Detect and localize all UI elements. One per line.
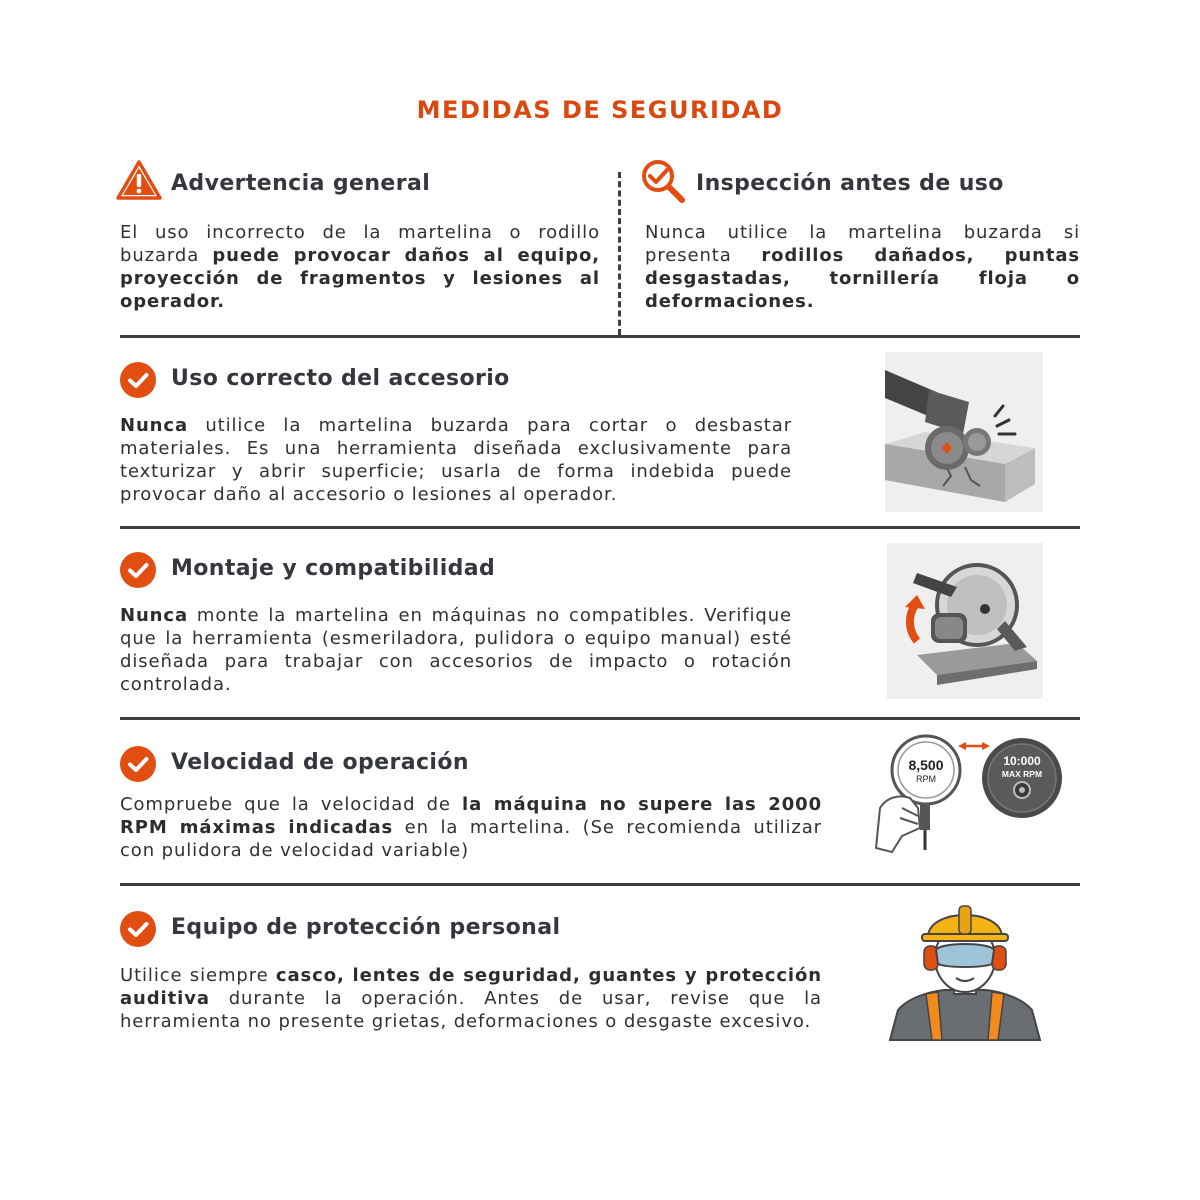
text-epp [120,964,822,1033]
magnifier-check-icon [640,158,688,208]
text-velocidad-part2: en la martelina. (Se recomienda utilizar con pulidora de velocidad variable) [120,817,822,861]
heading-advertencia: Advertencia general [171,171,431,196]
text-velocidad-part1: Compruebe que la velocidad de [120,794,462,815]
text-uso-part1: utilice la martelina buzarda para cortar o desbastar materiales. Es una herramienta diseñada exclusivamente para texturizar y abrir superficie; usarla de forma indebida puede provocar daño al accesorio o lesiones al operador. [120,415,792,505]
text-velocidad-bold: la máquina no supere las 2000 RPM máximas indicadas [120,794,822,838]
text-advertencia-bold: puede provocar daños al equipo, proyección de fragmentos y lesiones al operador. [120,245,600,312]
check-circle-icon [120,911,156,947]
text-epp-part2: durante la operación. Antes de usar, revise que la herramienta no presente grietas, deformaciones o desgaste excesivo. [120,988,822,1032]
heading-montaje: Montaje y compatibilidad [171,556,496,581]
worker-ppe-illustration [888,902,1042,1046]
text-advertencia-part1: El uso incorrecto de la martelina o rodillo buzarda [120,222,600,266]
text-epp-part1: Utilice siempre [120,965,276,986]
text-epp-bold: casco, lentes de seguridad, guantes y protección auditiva [120,965,822,1009]
cutoff-machine-illustration [887,543,1043,703]
text-uso-bold: Nunca [120,415,189,436]
check-circle-icon [120,552,156,588]
check-circle-icon [120,362,156,398]
heading-uso: Uso correcto del accesorio [171,366,510,391]
text-montaje [120,604,792,696]
text-inspeccion-bold: rodillos dañados, puntas desgastadas, tornillería floja o deformaciones. [645,245,1080,312]
rpm-comparison-illustration [862,732,1068,858]
heading-inspeccion: Inspección antes de uso [696,171,1004,196]
warning-triangle-icon [115,159,163,205]
disc-value: 10:000 [1003,754,1041,768]
disc-unit: MAX RPM [1001,769,1043,779]
text-uso [120,414,792,506]
divider-1 [120,335,1080,338]
divider-2 [120,526,1080,529]
text-montaje-part1: monte la martelina en máquinas no compatibles. Verifique que la herramienta (esmeriladora, pulidora o equipo manual) esté diseñada para trabajar con accesorios de impacto o rotación controlada. [120,605,792,695]
divider-3 [120,717,1080,720]
heading-velocidad: Velocidad de operación [171,750,469,775]
text-advertencia [120,221,600,313]
gauge-unit: RPM [916,774,936,784]
grinder-on-concrete-illustration [885,352,1043,516]
text-montaje-bold: Nunca [120,605,189,626]
divider-4 [120,883,1080,886]
gauge-value: 8,500 [908,757,944,773]
text-velocidad [120,793,822,862]
page-title: MEDIDAS DE SEGURIDAD [416,96,784,124]
text-inspeccion [645,221,1080,313]
column-divider [618,172,621,335]
text-inspeccion-part1: Nunca utilice la martelina buzarda si presenta [645,222,1080,266]
check-circle-icon [120,746,156,782]
heading-epp: Equipo de protección personal [171,915,561,940]
